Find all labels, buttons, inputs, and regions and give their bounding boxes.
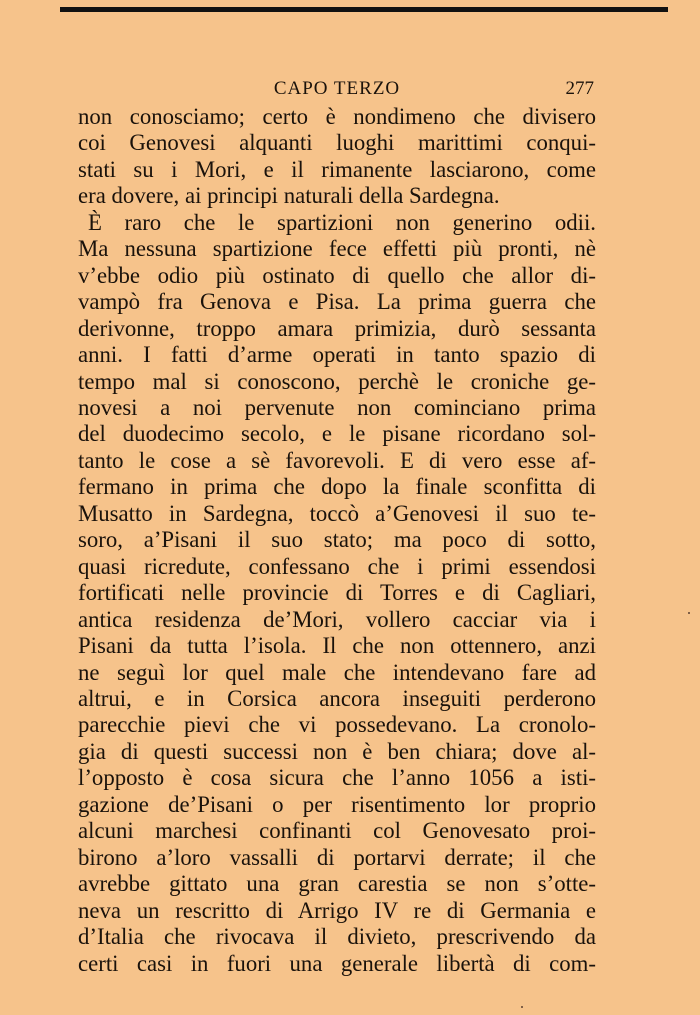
text-line: tempo mal si conoscono, perchè le croniche ge- bbox=[78, 368, 596, 394]
text-line: parecchie pievi che vi possedevano. La cronolo- bbox=[78, 712, 596, 738]
running-header bbox=[78, 78, 596, 104]
text-line: neva un rescritto di Arrigo IV re di Germania e bbox=[78, 897, 596, 923]
text-line: anni. I fatti d’arme operati in tanto spazio di bbox=[78, 342, 596, 368]
chapter-title: CAPO TERZO bbox=[273, 78, 401, 99]
text-line: coi Genovesi alquanti luoghi marittimi conqui- bbox=[78, 130, 596, 156]
text-line: del duodecimo secolo, e le pisane ricordano sol- bbox=[78, 421, 596, 447]
text-line: Ma nessuna spartizione fece effetti più pronti, nè bbox=[78, 236, 596, 262]
text-line: tanto le cose a sè favorevoli. E di vero esse af- bbox=[78, 447, 596, 473]
text-line: gia di questi successi non è ben chiara; dove al- bbox=[78, 738, 596, 764]
text-line: novesi a noi pervenute non cominciano prima bbox=[78, 394, 596, 420]
text-line: alcuni marchesi confinanti col Genovesato proi- bbox=[78, 818, 596, 844]
text-line: d’Italia che rivocava il divieto, prescrivendo da bbox=[78, 924, 596, 950]
text-line: non conosciamo; certo è nondimeno che divisero bbox=[78, 104, 596, 129]
paper-speck bbox=[688, 612, 690, 614]
text-line: soro, a’Pisani il suo stato; ma poco di sotto, bbox=[78, 527, 596, 553]
text-line: birono a’loro vassalli di portarvi derrate; il che bbox=[78, 844, 596, 870]
text-line: certi casi in fuori una generale libertà di com- bbox=[78, 950, 596, 976]
text-line: quasi ricredute, confessano che i primi essendosi bbox=[78, 553, 596, 579]
text-line: altrui, e in Corsica ancora inseguiti perderono bbox=[78, 685, 596, 711]
page-number: 277 bbox=[565, 78, 594, 99]
text-line: antica residenza de’Mori, vollero cacciar via i bbox=[78, 606, 596, 632]
text-line: Pisani da tutta l’isola. Il che non ottennero, anzi bbox=[78, 633, 596, 659]
text-line: vampò fra Genova e Pisa. La prima guerra che bbox=[78, 289, 596, 315]
text-line: Musatto in Sardegna, toccò a’Genovesi il suo te- bbox=[78, 500, 596, 526]
body-text bbox=[78, 104, 596, 977]
text-line: È raro che le spartizioni non generino odii. bbox=[88, 209, 596, 235]
text-line: l’opposto è cosa sicura che l’anno 1056 a isti- bbox=[78, 765, 596, 791]
text-line: ne seguì lor quel male che intendevano fare ad bbox=[78, 659, 596, 685]
text-line: stati su i Mori, e il rimanente lasciarono, come bbox=[78, 156, 596, 182]
text-line: v’ebbe odio più ostinato di quello che allor di- bbox=[78, 262, 596, 288]
text-line: avrebbe gittato una gran carestia se non s’otte- bbox=[78, 871, 596, 897]
text-line: derivonne, troppo amara primizia, durò sessanta bbox=[78, 315, 596, 341]
text-line: gazione de’Pisani o per risentimento lor proprio bbox=[78, 791, 596, 817]
top-rule bbox=[60, 7, 668, 12]
text-line: fortificati nelle provincie di Torres e di Cagliari, bbox=[78, 580, 596, 606]
text-line: fermano in prima che dopo la finale sconfitta di bbox=[78, 474, 596, 500]
paper-speck bbox=[521, 1006, 523, 1008]
text-line: era dovere, ai principi naturali della Sardegna. bbox=[78, 183, 500, 209]
